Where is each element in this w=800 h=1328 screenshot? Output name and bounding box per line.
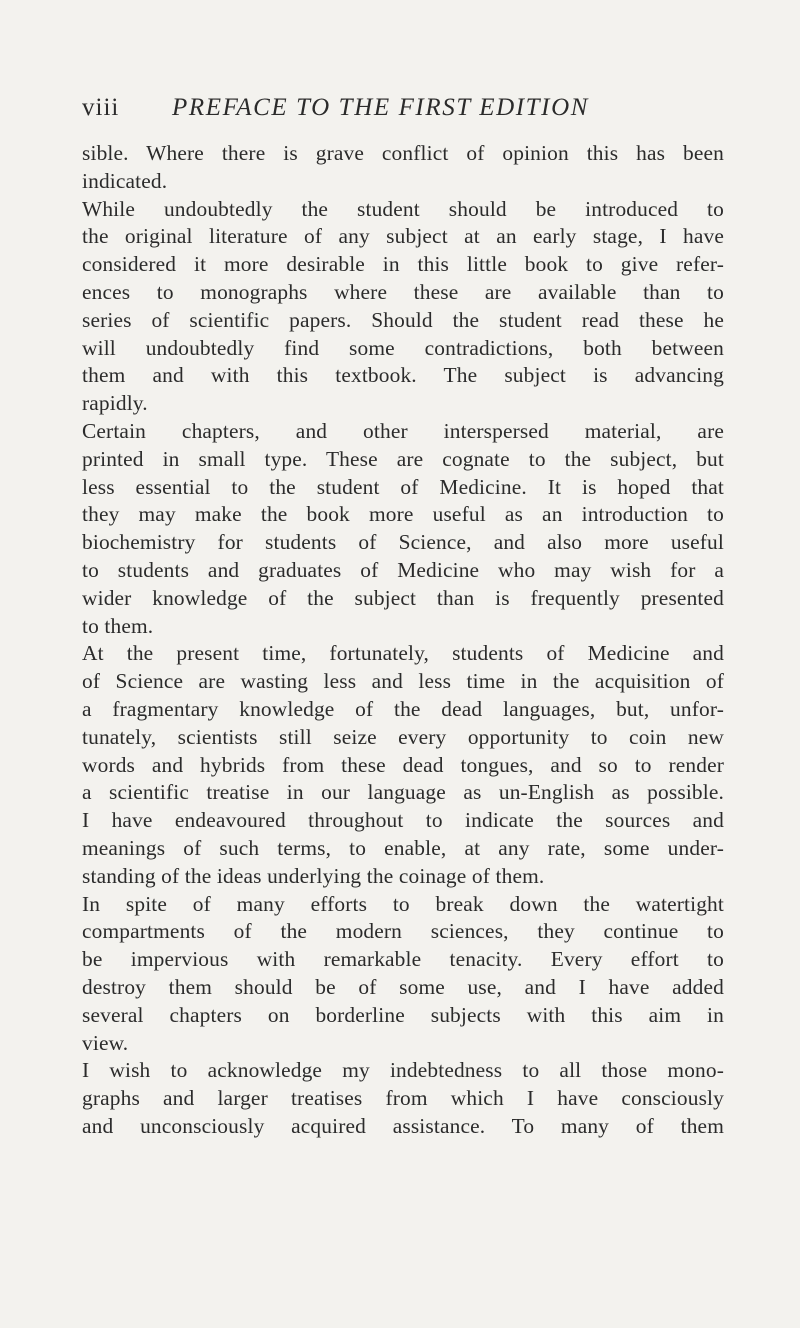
text-line: a scientific treatise in our language as un-English as possible. <box>82 780 724 805</box>
text-line: less essential to the student of Medicine. It is hoped that <box>82 474 724 499</box>
text-line: wider knowledge of the subject than is frequently presented <box>82 585 724 610</box>
text-line: I have endeavoured throughout to indicate the sources and <box>82 808 724 833</box>
text-line: meanings of such terms, to enable, at any rate, some under- <box>82 835 724 860</box>
text-line: and unconsciously acquired assistance. To many of them <box>82 1113 724 1138</box>
text-line: several chapters on borderline subjects with this aim in <box>82 1002 724 1027</box>
text-line: sible. Where there is grave conflict of opinion this has been <box>82 141 724 165</box>
text-line: In spite of many efforts to break down the watertight <box>82 891 724 916</box>
text-line: graphs and larger treatises from which I have consciously <box>82 1086 724 1111</box>
text-line: to them. <box>82 613 154 638</box>
page-header <box>82 88 722 128</box>
text-line: the original literature of any subject at an early stage, I have <box>82 224 724 249</box>
page-number: viii <box>82 94 120 121</box>
text-line: words and hybrids from these dead tongues, and so to render <box>82 752 724 777</box>
text-line: to students and graduates of Medicine who may wish for a <box>82 557 724 582</box>
text-line: they may make the book more useful as an introduction to <box>82 502 724 527</box>
text-line: printed in small type. These are cognate to the subject, but <box>82 446 724 471</box>
text-line: standing of the ideas underlying the coinage of them. <box>82 863 545 888</box>
text-line: of Science are wasting less and less time in the acquisition of <box>82 669 724 694</box>
text-line: While undoubtedly the student should be introduced to <box>82 196 724 221</box>
text-line: tunately, scientists still seize every opportunity to coin new <box>82 724 724 749</box>
text-line: destroy them should be of some use, and I have added <box>82 974 724 999</box>
text-line: I wish to acknowledge my indebtedness to all those mono- <box>82 1058 724 1083</box>
text-line: ences to monographs where these are available than to <box>82 279 724 304</box>
text-line: considered it more desirable in this little book to give refer- <box>82 252 724 277</box>
text-line: rapidly. <box>82 391 148 416</box>
text-line: compartments of the modern sciences, they continue to <box>82 919 724 944</box>
text-line: will undoubtedly find some contradictions, both between <box>82 335 724 360</box>
body-text <box>82 140 724 1141</box>
text-line: Certain chapters, and other interspersed material, are <box>82 418 724 443</box>
text-line: biochemistry for students of Science, and also more useful <box>82 530 724 555</box>
text-line: view. <box>82 1030 129 1055</box>
text-line: be impervious with remarkable tenacity. Every effort to <box>82 947 724 972</box>
text-line: At the present time, fortunately, students of Medicine and <box>82 641 724 666</box>
running-title: PREFACE TO THE FIRST EDITION <box>172 94 590 121</box>
text-line: a fragmentary knowledge of the dead languages, but, unfor- <box>82 696 724 721</box>
text-line: them and with this textbook. The subject is advancing <box>82 363 724 388</box>
text-line: series of scientific papers. Should the student read these he <box>82 307 724 332</box>
text-line: indicated. <box>82 168 168 193</box>
